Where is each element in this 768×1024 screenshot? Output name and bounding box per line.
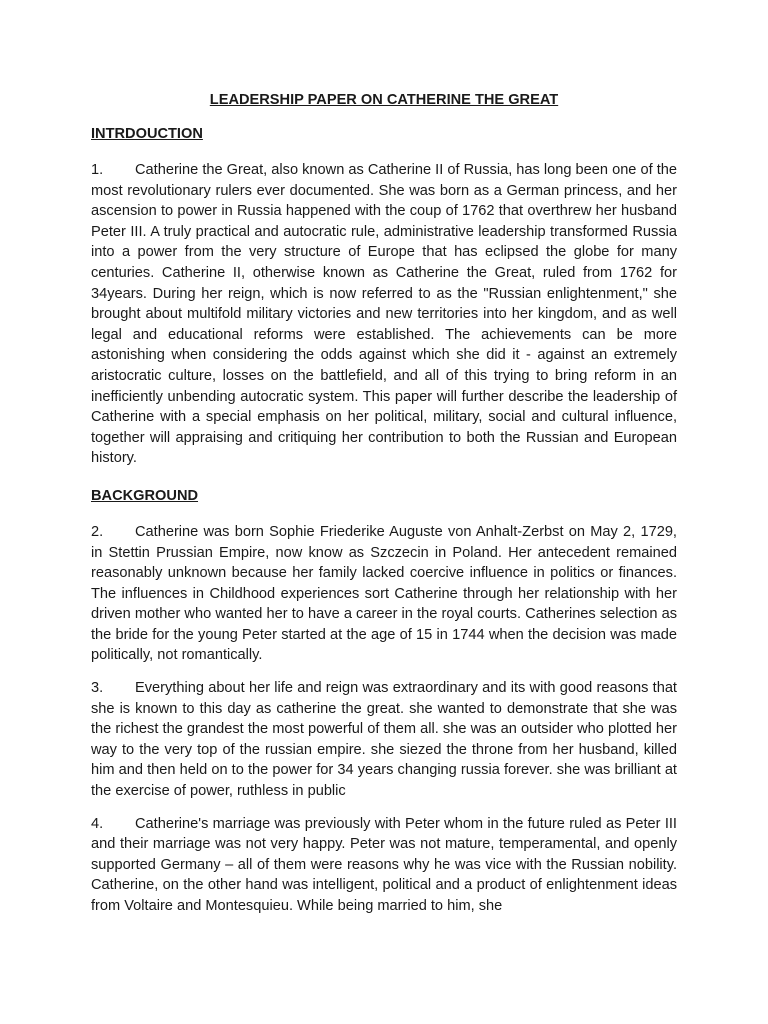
paragraph-2 (91, 522, 677, 666)
paragraph-4 (91, 814, 677, 917)
paragraph-number: 4. (91, 815, 104, 832)
paragraph-text: Catherine was born Sophie Friederike Auguste von Anhalt-Zerbst on May 2, 1729, in Stettin Prussian Empire, now know as Szczecin in Poland. Her antecedent remained reasonably unknown because her family lacked coercive influence in politics or finances. The influences in Childhood experiences sort Catherine through her relationship with her driven mother who wanted her to have a career in the royal courts. Catherines selection as the bride for the young Peter started at the age of 15 in 1744 when the decision was made politically, not romantically. (91, 523, 677, 664)
paragraph-text: Everything about her life and reign was extraordinary and its with good reasons that she is known to this day as catherine the great. she wanted to demonstrate that she was the richest the grandest the most powerful of them all. she was an outsider who plotted her way to the very top of the russian empire. she siezed the throne from her husband, killed him and then held on to the power for 34 years changing russia forever. she was brilliant at the exercise of power, ruthless in public (91, 680, 677, 800)
paragraph-3 (91, 678, 677, 802)
document-title: LEADERSHIP PAPER ON CATHERINE THE GREAT (209, 92, 559, 108)
document-page (91, 90, 677, 929)
paragraph-number: 2. (91, 523, 104, 540)
paragraph-text: Catherine the Great, also known as Catherine II of Russia, has long been one of the most revolutionary rulers ever documented. She was born as a German princess, and her ascension to power in Russia happened with the coup of 1762 that overthrew her husband Peter III. A truly practical and autocratic rule, administrative leadership transformed Russia into a power from the very structure of Europe that has eclipsed the globe for many centuries. Catherine II, otherwise known as Catherine the Great, ruled from 1762 for 34years. During her reign, which is now referred to as the "Russian enlightenment," she brought about multifold military victories and new territories into her kingdom, and as well legal and educational reforms were established. The achievements can be more astonishing when considering the odds against which she did it - against an extremely aristocratic culture, losses on the battlefield, and all of this trying to bring reform in an inefficiently unbending autocratic system. This paper will further describe the leadership of Catherine with a special emphasis on her political, military, social and cultural influence, together will appraising and critiquing her contribution to both the Russian and European history. (91, 162, 677, 467)
section-heading-introduction: INTRDOUCTION (91, 126, 203, 142)
paragraph-number: 3. (91, 680, 104, 697)
section-heading-background: BACKGROUND (91, 487, 199, 504)
paragraph-number: 1. (91, 162, 104, 178)
paragraph-text: Catherine's marriage was previously with Peter whom in the future ruled as Peter III and their marriage was not very happy. Peter was not mature, temperamental, and openly supported Germany – all of them were reasons why he was vice with the Russian nobility. Catherine, on the other hand was intelligent, political and a product of enlightenment ideas from Voltaire and Montesquieu. While being married to him, she (91, 815, 677, 914)
paragraph-1 (91, 160, 677, 469)
